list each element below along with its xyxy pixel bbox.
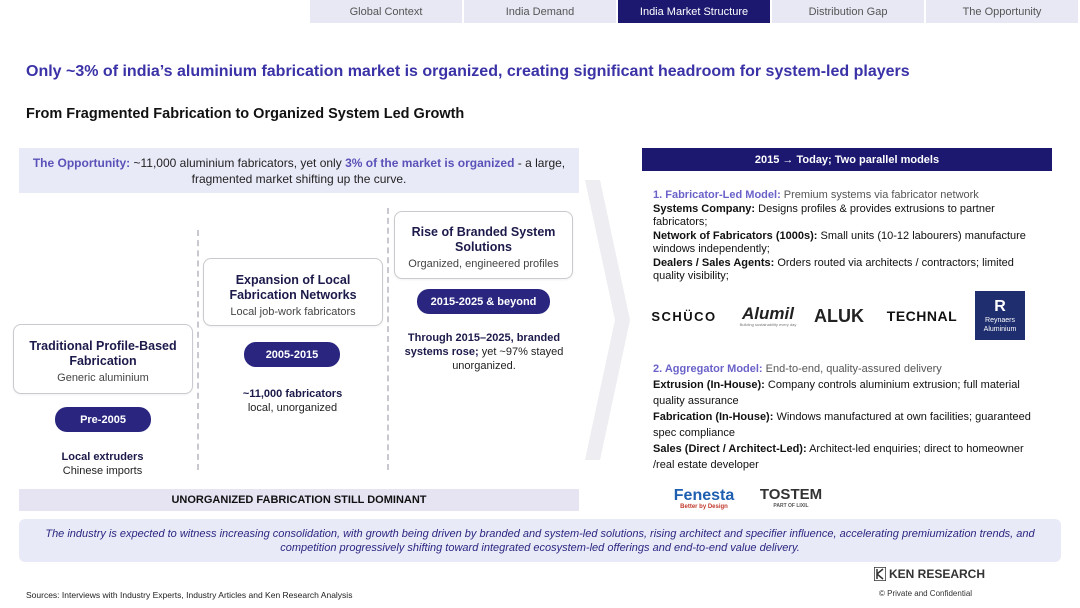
fenesta-tagline: Better by Design: [680, 503, 728, 510]
model-title: 1. Fabricator-Led Model:: [653, 189, 781, 201]
stage-note-rest: local, unorganized: [247, 402, 338, 414]
opportunity-highlight: 3% of the market is organized: [345, 156, 515, 170]
model-line-label: Network of Fabricators (1000s):: [653, 229, 818, 242]
period-pill: 2015-2025 & beyond: [417, 289, 550, 314]
model-line-label: Fabrication (In-House):: [653, 411, 774, 423]
stage-note: [20, 450, 185, 478]
stage-divider: [197, 230, 199, 470]
stage-card-2015-2025: [394, 211, 573, 279]
model-line-label: Systems Company:: [653, 202, 756, 215]
model-line-label: Sales (Direct / Architect-Led):: [653, 443, 807, 455]
aggregator-model: [653, 361, 1033, 473]
stage-note-bold: Through 2015–2025, branded systems rose;: [404, 332, 561, 358]
reynaers-wordmark: Reynaers: [985, 316, 1015, 324]
tab-india-demand[interactable]: India Demand: [464, 0, 618, 23]
stage-card-2005-2015: [203, 258, 383, 326]
fenesta-wordmark: Fenesta: [673, 486, 735, 504]
model-line-text: Designs profiles & provides extrusions to partner fabricators;: [653, 202, 995, 228]
unorganized-band: UNORGANIZED FABRICATION STILL DOMINANT: [19, 489, 579, 511]
period-pill: 2005-2015: [244, 342, 340, 367]
tostem-tagline: PART OF LIXIL: [773, 503, 809, 509]
stage-title: Rise of Branded System Solutions: [411, 225, 556, 254]
opportunity-label: The Opportunity:: [32, 156, 131, 170]
fabricator-led-model: [653, 189, 1033, 284]
tab-distribution-gap[interactable]: Distribution Gap: [772, 0, 926, 23]
chevron-arrow-icon: [585, 180, 630, 460]
opportunity-box: [19, 148, 579, 193]
section-subtitle: From Fragmented Fabrication to Organized System Led Growth: [26, 106, 465, 122]
reynaers-sub: Aluminium: [983, 325, 1017, 333]
model-line-text: Company controls aluminium extrusion; full material quality assurance: [653, 379, 1020, 407]
model-desc: Premium systems via fabricator network: [780, 189, 979, 201]
aluk-logo: [814, 303, 864, 329]
fenesta-logo: [662, 484, 746, 512]
alumil-logo: [733, 301, 803, 331]
stage-title: Expansion of Local Fabrication Networks: [229, 273, 357, 302]
opportunity-text-1: ~11,000 aluminium fabricators, yet only: [130, 156, 346, 170]
tab-global-context[interactable]: Global Context: [310, 0, 464, 23]
model-line-label: Dealers / Sales Agents:: [653, 256, 775, 269]
confidential-note: © Private and Confidential: [879, 589, 973, 598]
period-pill: Pre-2005: [55, 407, 151, 432]
opportunity-text-2: - a large, fragmented market shifting up the curve.: [191, 156, 566, 186]
reynaers-logo: [975, 291, 1025, 340]
stage-divider: [387, 208, 389, 470]
top-nav: [310, 0, 1080, 23]
ken-logo-icon: [874, 567, 886, 581]
alumil-wordmark: Alumil: [742, 304, 794, 323]
stage-subtitle: Organized, engineered profiles: [408, 258, 559, 270]
aluk-wordmark: ALUK: [814, 305, 864, 326]
model-line-text: Orders routed via architects / contractors; limited quality visibility;: [653, 256, 1014, 282]
stage-note: [205, 387, 380, 415]
ken-research-wordmark: KEN RESEARCH: [889, 567, 986, 581]
tab-the-opportunity[interactable]: The Opportunity: [926, 0, 1080, 23]
sources-note: Sources: Interviews with Industry Experts, Industry Articles and Ken Research Analysis: [26, 590, 353, 600]
stage-title: Traditional Profile-Based Fabrication: [29, 339, 177, 368]
model-line-text: Windows manufactured at own facilities; guaranteed spec compliance: [653, 411, 1031, 439]
stage-note-bold: Local extruders: [61, 451, 144, 463]
ken-research-logo: [874, 567, 985, 581]
model-title: 2. Aggregator Model:: [653, 363, 763, 375]
conclusion-box: The industry is expected to witness increasing consolidation, with growth being driven by branded and system-led solutions, rising architect and specifier influence, accelerating premiumization trends, and competition progressively shifting toward integrated ecosystem-led offerings and end-to-end value delivery.: [19, 519, 1061, 562]
model-line-text: Architect-led enquiries; direct to homeowner /real estate developer: [653, 443, 1024, 471]
stage-note-bold: ~11,000 fabricators: [242, 388, 343, 400]
tab-india-market-structure[interactable]: India Market Structure: [618, 0, 772, 23]
reynaers-mark: R: [994, 297, 1006, 315]
stage-subtitle: Generic aluminium: [57, 372, 149, 384]
stage-note-rest: yet ~97% stayed unorganized.: [452, 346, 564, 372]
stage-card-pre-2005: [13, 324, 193, 394]
models-header: 2015 → Today; Two parallel models: [642, 148, 1052, 171]
tostem-logo: [758, 485, 824, 511]
schuco-logo: SCHÜCO: [651, 308, 717, 324]
technal-wordmark: TECHNAL: [886, 308, 958, 324]
stage-subtitle: Local job-work fabricators: [230, 306, 356, 318]
model-line-text: Small units (10-12 labourers) manufacture windows independently;: [653, 229, 1026, 255]
stage-note-rest: Chinese imports: [62, 465, 143, 477]
stage-note: [400, 331, 568, 373]
tostem-wordmark: TOSTEM: [759, 486, 823, 503]
technal-logo: [875, 305, 969, 327]
page-title: Only ~3% of india’s aluminium fabrication market is organized, creating significant headroom for system-led players: [26, 63, 910, 80]
model-desc: End-to-end, quality-assured delivery: [762, 363, 942, 375]
model-line-label: Extrusion (In-House):: [653, 379, 765, 391]
alumil-tagline: Building sustainability every day: [739, 322, 797, 327]
